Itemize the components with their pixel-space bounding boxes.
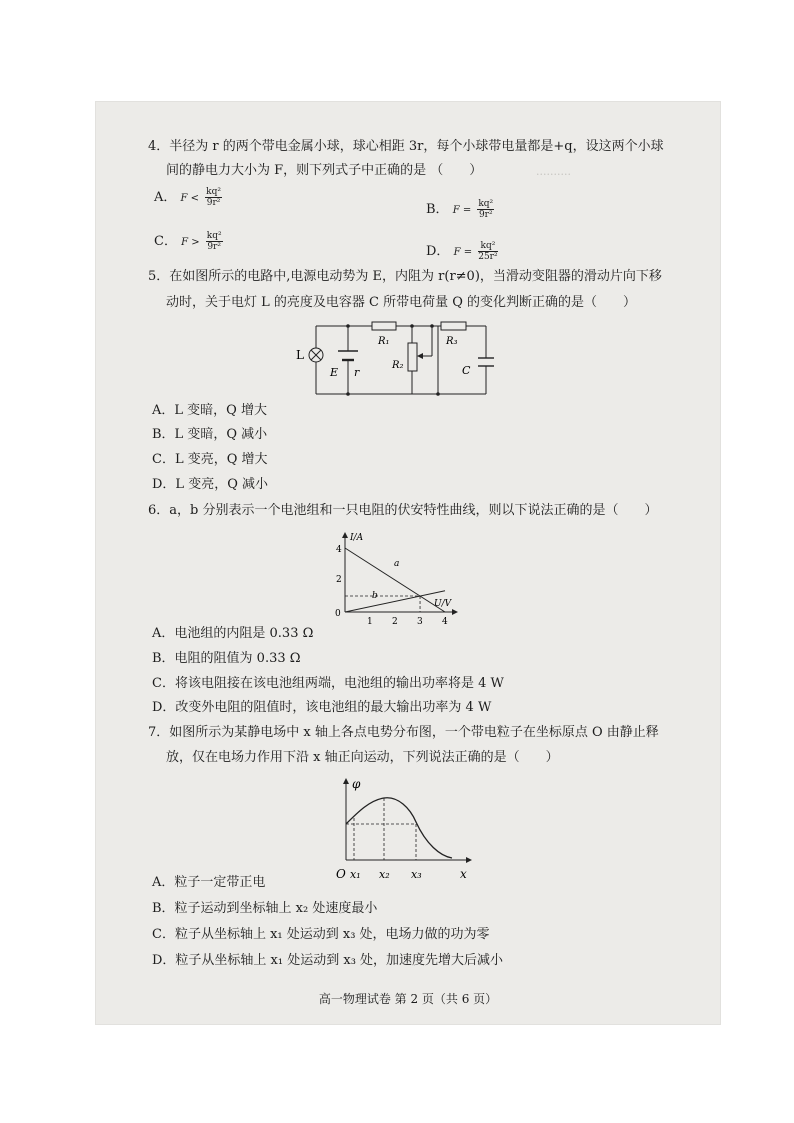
q5-text-line1: 5．在如图所示的电路中,电源电动势为 E，内阻为 r(r≠0)，当滑动变阻器的滑动片向下移 xyxy=(148,269,662,284)
q7-option-b[interactable]: B．粒子运动到坐标轴上 x₂ 处速度最小 xyxy=(152,901,378,916)
x2-label: x₂ xyxy=(379,868,390,881)
q5-option-a[interactable]: A．L 变暗，Q 增大 xyxy=(152,403,267,418)
origin-label: O xyxy=(336,867,346,881)
y-axis-label: I/A xyxy=(350,533,364,543)
q4-option-b[interactable]: B． F = $\frac{\text{kq²}}{\text{9r²}}$ xyxy=(426,199,494,220)
page-footer: 高一物理试卷 第 2 页（共 6 页） xyxy=(318,992,498,1006)
q4-option-d[interactable]: D． F = $\frac{\text{kq²}}{\text{25r²}}$ xyxy=(426,241,498,262)
bleed-through-text: ·········· xyxy=(536,168,571,181)
r2-label: R₂ xyxy=(392,360,404,371)
y-tick-label: 4 xyxy=(336,545,342,555)
x-tick-label: 1 xyxy=(367,617,373,626)
graph-axes xyxy=(343,778,472,863)
slider-arrow-icon xyxy=(417,353,423,359)
q5-option-d[interactable]: D．L 变亮，Q 减小 xyxy=(152,477,268,492)
q6-text-line1: 6．a，b 分别表示一个电池组和一只电阻的伏安特性曲线，则以下说法正确的是（ ） xyxy=(148,503,658,518)
q6-option-c[interactable]: C．将该电阻接在该电池组两端，电池组的输出功率将是 4 W xyxy=(152,676,504,691)
q7-option-d[interactable]: D．粒子从坐标轴上 x₁ 处运动到 x₃ 处，加速度先增大后减小 xyxy=(152,953,504,968)
q4-option-a[interactable]: A． F < $\frac{\text{kq²}}{\text{9r²}}$ xyxy=(154,187,221,208)
q7-option-c[interactable]: C．粒子从坐标轴上 x₁ 处运动到 x₃ 处，电场力做的功为零 xyxy=(152,927,490,942)
internal-resistance-label: r xyxy=(354,366,360,379)
resistor-r2-icon xyxy=(408,343,417,371)
fraction: $\frac{\text{kq²}}{\text{25r²}}$ xyxy=(478,241,498,262)
fraction: $\frac{\text{kq²}}{\text{9r²}}$ xyxy=(478,199,494,220)
fraction: $\frac{\text{kq²}}{\text{9r²}}$ xyxy=(206,187,221,208)
lamp-icon xyxy=(309,348,323,362)
x-axis-label: x xyxy=(460,867,467,881)
potential-curve xyxy=(346,798,452,858)
series-b-line xyxy=(345,591,445,612)
y-tick-label: 2 xyxy=(336,575,342,585)
series-b-label: b xyxy=(372,591,378,601)
series-a-label: a xyxy=(394,559,400,569)
q6-iv-chart xyxy=(332,530,462,626)
fraction: $\frac{\text{kq²}}{\text{9r²}}$ xyxy=(206,231,222,252)
q4-text-line2: 间的静电力大小为 F，则下列式子中正确的是 （ ） xyxy=(166,163,483,178)
q7-text-line1: 7．如图所示为某静电场中 x 轴上各点电势分布图，一个带电粒子在坐标原点 O 由静止释 xyxy=(148,725,659,740)
r1-label: R₁ xyxy=(378,336,390,347)
origin-label: 0 xyxy=(335,609,341,619)
q7-potential-graph xyxy=(336,774,476,886)
x-tick-label: 4 xyxy=(442,617,448,626)
q6-option-a[interactable]: A．电池组的内阻是 0.33 Ω xyxy=(152,626,314,641)
q4-text-line1: 4．半径为 r 的两个带电金属小球，球心相距 3r，每个小球带电量都是+q，设这两个小球 xyxy=(148,139,664,154)
y-axis-label: φ xyxy=(352,777,361,791)
exam-page xyxy=(96,102,720,1024)
q5-text-line2: 动时，关于电灯 L 的亮度及电容器 C 所带电荷量 Q 的变化判断正确的是（ ） xyxy=(166,295,637,310)
resistor-r1-icon xyxy=(372,322,396,330)
q5-option-b[interactable]: B．L 变暗，Q 减小 xyxy=(152,427,268,442)
q4-option-c[interactable]: C． F > $\frac{\text{kq²}}{\text{9r²}}$ xyxy=(154,231,222,252)
series-a-line xyxy=(345,548,445,612)
capacitor-icon xyxy=(478,358,494,366)
x-tick-label: 3 xyxy=(417,617,423,626)
r3-label: R₃ xyxy=(446,336,458,347)
lamp-label: L xyxy=(296,348,304,362)
q6-option-d[interactable]: D．改变外电阻的阻值时，该电池组的最大输出功率为 4 W xyxy=(152,700,492,715)
emf-label: E xyxy=(330,366,339,379)
x-axis-label: U/V xyxy=(434,599,452,609)
q7-option-a[interactable]: A．粒子一定带正电 xyxy=(152,875,266,890)
battery-icon xyxy=(338,351,358,360)
q5-option-c[interactable]: C．L 变亮，Q 增大 xyxy=(152,452,268,467)
x1-label: x₁ xyxy=(350,868,361,881)
q6-option-b[interactable]: B．电阻的阻值为 0.33 Ω xyxy=(152,651,301,666)
capacitor-label: C xyxy=(462,364,471,377)
resistor-r3-icon xyxy=(441,322,466,330)
q7-text-line2: 放，仅在电场力作用下沿 x 轴正向运动，下列说法正确的是（ ） xyxy=(166,750,559,765)
q5-circuit-diagram xyxy=(286,318,516,400)
x-tick-label: 2 xyxy=(392,617,398,626)
x3-label: x₃ xyxy=(411,868,422,881)
